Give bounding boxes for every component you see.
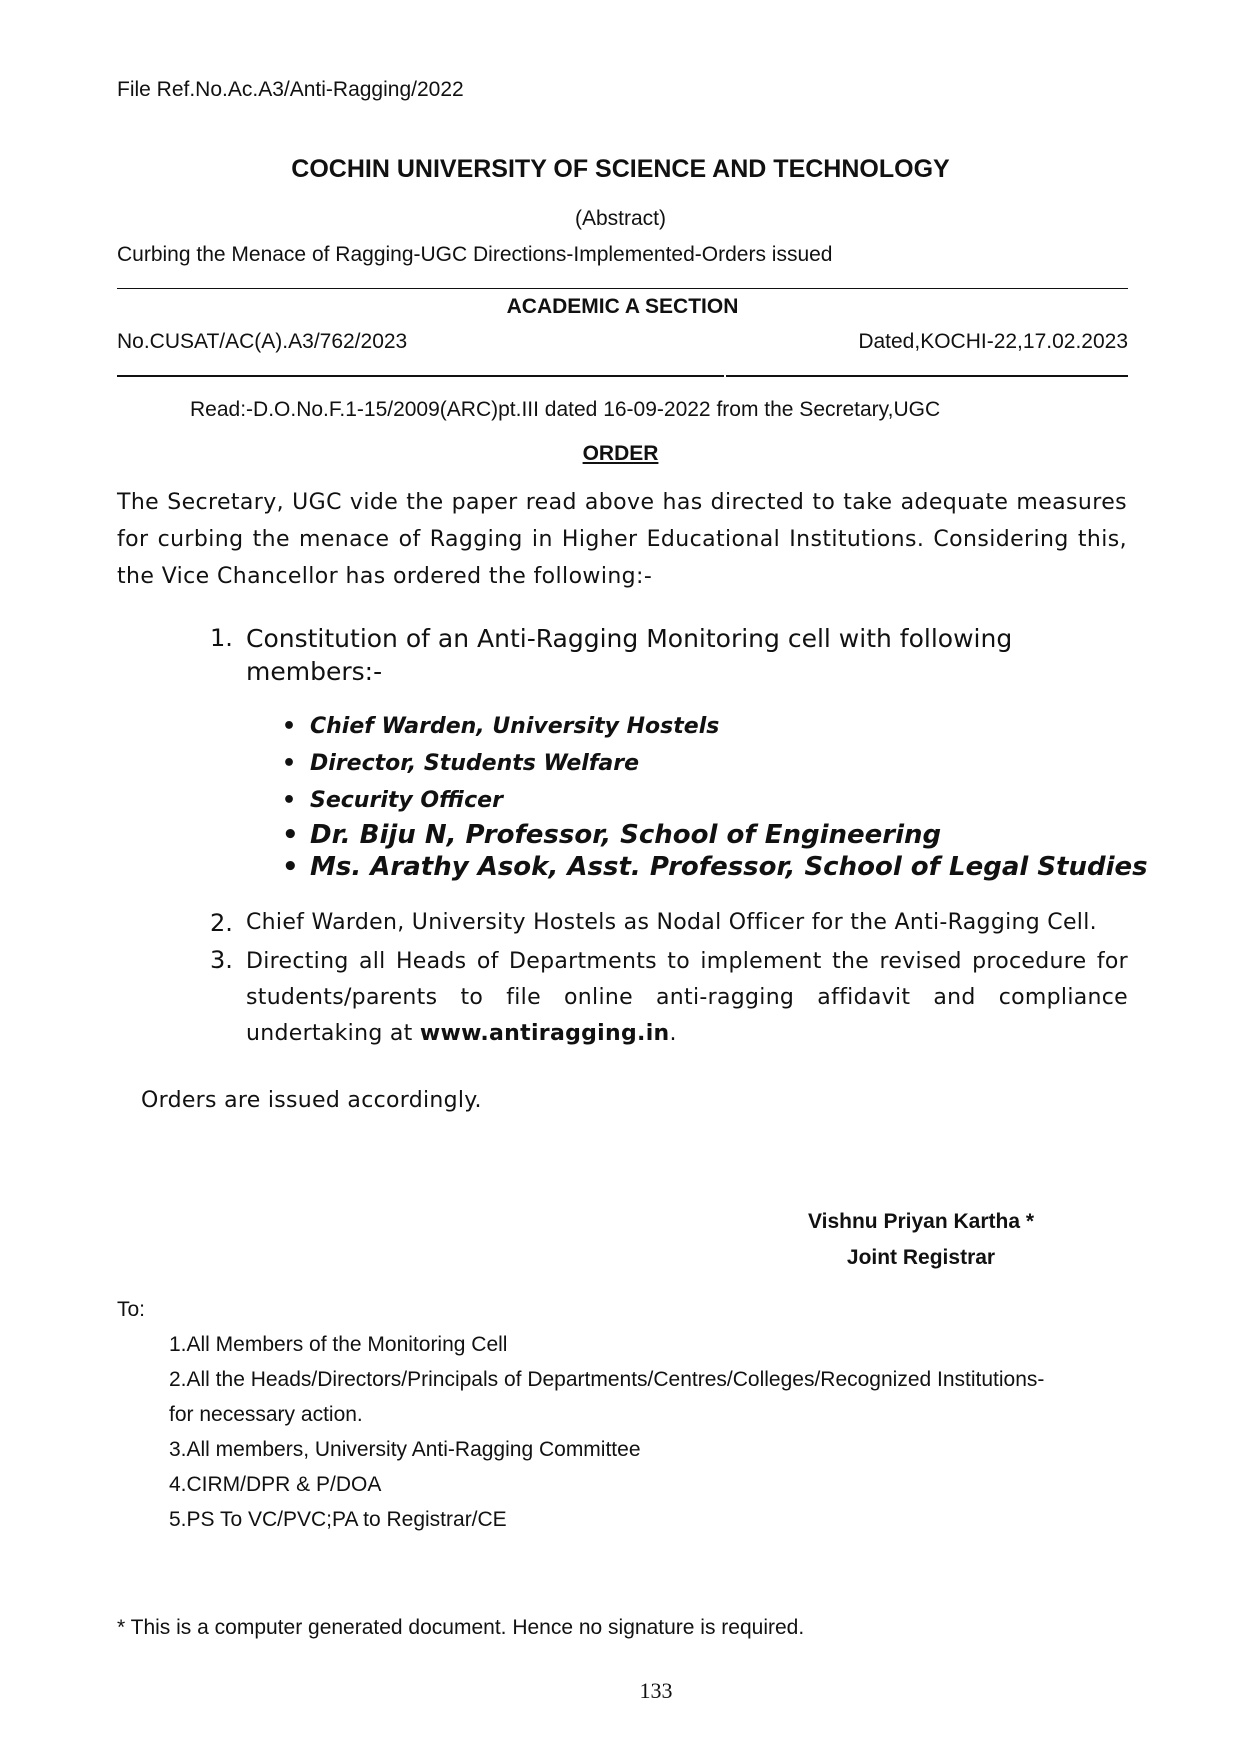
recipient-line: for necessary action. xyxy=(169,1403,363,1426)
item-1-text: Constitution of an Anti-Ragging Monitoring cell with following members:- xyxy=(246,624,1013,686)
order-heading: ORDER xyxy=(582,442,659,465)
signatory-name: Vishnu Priyan Kartha * xyxy=(807,1210,1035,1233)
subject-line: Curbing the Menace of Ragging-UGC Directions-Implemented-Orders issued xyxy=(117,243,833,266)
list-item: • Security Officer xyxy=(310,788,503,813)
signatory-designation: Joint Registrar xyxy=(846,1246,996,1269)
recipient-line: 3.All members, University Anti-Ragging Committee xyxy=(169,1438,641,1461)
intro-paragraph: The Secretary, UGC vide the paper read above has directed to take adequate measures for curbing the menace of Ragging in Higher Educational Institutions. Considering this, the Vice Chancellor has ordered the following:- xyxy=(117,490,1127,589)
order-date: Dated,KOCHI-22,17.02.2023 xyxy=(858,330,1128,353)
list-item: • Ms. Arathy Asok, Asst. Professor, School of Legal Studies xyxy=(310,852,1148,882)
recipient-line: 1.All Members of the Monitoring Cell xyxy=(169,1333,508,1356)
item-2-text: Chief Warden, University Hostels as Nodal Officer for the Anti-Ragging Cell. xyxy=(246,910,1097,935)
item-3-text-body: Directing all Heads of Departments to implement the revised procedure for students/parents to file online anti-ragging affidavit and compliance undertaking at xyxy=(246,949,1128,1046)
university-title: COCHIN UNIVERSITY OF SCIENCE AND TECHNOLOGY xyxy=(291,155,950,183)
read-reference: Read:-D.O.No.F.1-15/2009(ARC)pt.III dated 16-09-2022 from the Secretary,UGC xyxy=(190,398,941,421)
page-number: 133 xyxy=(639,1678,673,1703)
closing-line: Orders are issued accordingly. xyxy=(141,1088,482,1113)
item-3-text-end: . xyxy=(669,1021,677,1046)
recipient-line: 5.PS To VC/PVC;PA to Registrar/CE xyxy=(169,1508,507,1531)
recipient-line: 2.All the Heads/Directors/Principals of Departments/Centres/Colleges/Recognized Institutions- xyxy=(169,1368,1045,1391)
file-reference: File Ref.No.Ac.A3/Anti-Ragging/2022 xyxy=(117,78,464,101)
abstract-label: (Abstract) xyxy=(574,207,666,230)
to-label: To: xyxy=(117,1298,146,1321)
item-3-text xyxy=(246,944,1128,1052)
section-title: ACADEMIC A SECTION xyxy=(506,295,739,318)
list-item: • Chief Warden, University Hostels xyxy=(310,714,719,739)
item-2-number: 2. xyxy=(210,909,233,937)
footnote: * This is a computer generated document. Hence no signature is required. xyxy=(117,1616,805,1639)
order-number: No.CUSAT/AC(A).A3/762/2023 xyxy=(117,330,408,353)
bottom-divider-right xyxy=(726,375,1128,377)
item-3-number: 3. xyxy=(210,946,233,974)
recipient-line: 4.CIRM/DPR & P/DOA xyxy=(169,1473,382,1496)
item-1-number: 1. xyxy=(210,624,233,652)
list-item: • Dr. Biju N, Professor, School of Engineering xyxy=(310,820,941,850)
bottom-divider-left xyxy=(117,375,724,377)
top-divider xyxy=(117,288,1128,289)
antiragging-url: www.antiragging.in xyxy=(419,1021,670,1046)
list-item: • Director, Students Welfare xyxy=(310,751,639,776)
